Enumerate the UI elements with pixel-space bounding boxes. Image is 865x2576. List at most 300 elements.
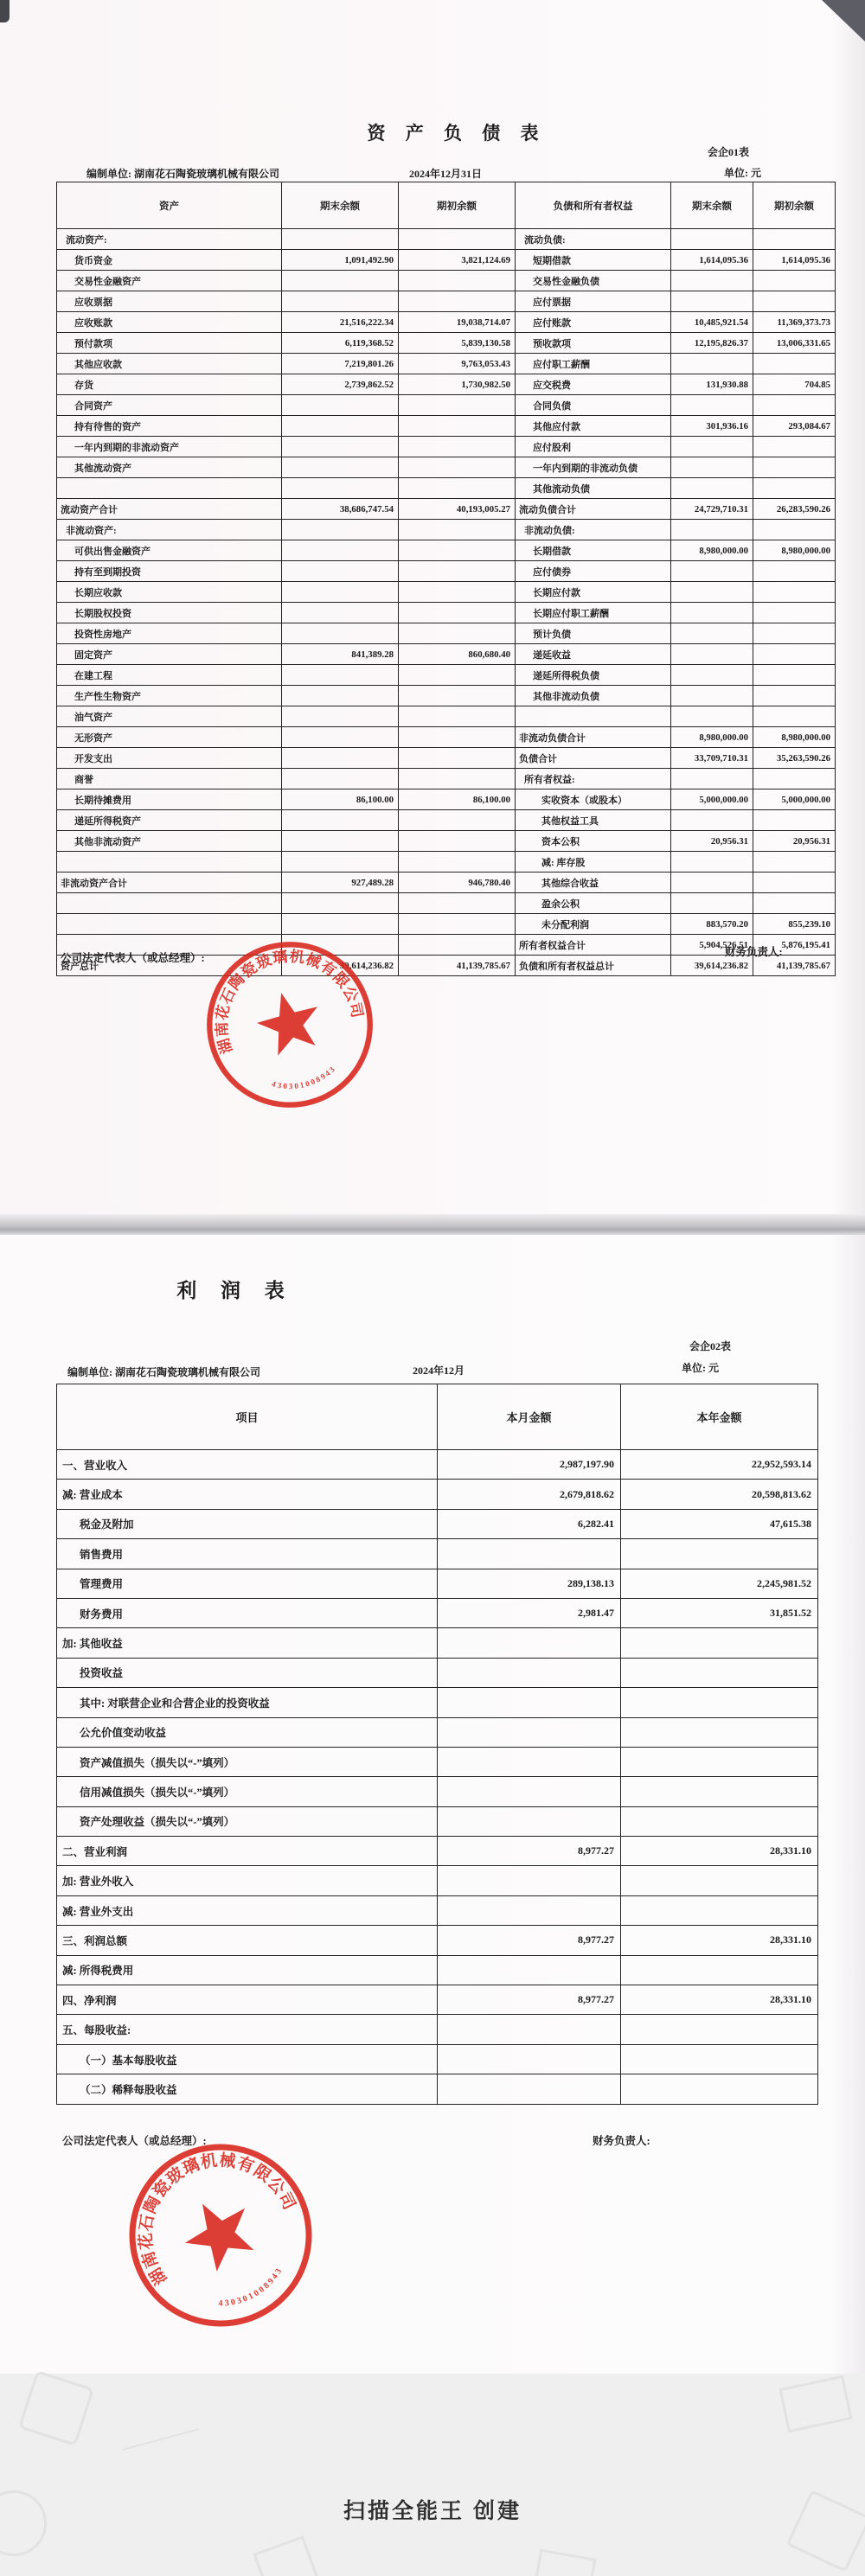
asset-label-cell: 持有至到期投资	[57, 561, 282, 582]
liability-beginning-amount-cell: 5,876,195.41	[753, 935, 836, 956]
income-row	[57, 1509, 818, 1538]
income-statement-form-code: 会企02表	[689, 1340, 732, 1352]
balance-row	[57, 873, 836, 893]
liability-label-cell: 交易性金融负债	[516, 271, 671, 291]
income-statement-table	[56, 1384, 818, 2105]
liability-label-cell: 未分配利润	[516, 914, 671, 935]
watermark-doodle-icon	[778, 2375, 852, 2433]
month-amount-cell	[438, 1777, 621, 1806]
asset-label-cell: 交易性金融资产	[57, 271, 282, 291]
liability-label-cell: 非流动负债合计	[516, 727, 671, 748]
balance-row	[57, 354, 836, 374]
asset-ending-amount-cell	[282, 665, 399, 686]
seal-registration-number: 430301008943	[271, 1064, 338, 1091]
year-amount-cell	[621, 1866, 818, 1895]
item-label-cell: 税金及附加	[57, 1509, 438, 1538]
asset-beginning-amount-cell: 9,763,053.43	[399, 354, 516, 374]
liability-ending-amount-cell: 301,936.16	[671, 416, 753, 437]
year-amount-cell	[621, 1747, 818, 1776]
income-row	[57, 1806, 818, 1836]
liability-beginning-amount-cell: 41,139,785.67	[753, 956, 836, 976]
asset-label-cell: 递延所得税资产	[57, 810, 282, 831]
balance-row	[57, 437, 836, 457]
balance-row	[57, 686, 836, 706]
balance-sheet-unit: 单位: 元	[724, 167, 761, 179]
balance-row	[57, 312, 836, 333]
asset-beginning-amount-cell	[399, 478, 516, 499]
asset-beginning-amount-cell	[399, 686, 516, 706]
balance-header-row	[57, 182, 836, 229]
liability-beginning-amount-cell	[753, 893, 836, 914]
item-label-cell: 加: 营业外收入	[57, 1866, 438, 1895]
month-amount-cell	[438, 1717, 621, 1747]
balance-row	[57, 727, 836, 748]
liability-beginning-amount-cell: 11,369,373.73	[753, 312, 836, 333]
asset-beginning-amount-cell: 860,680.40	[399, 644, 516, 665]
liability-beginning-amount-cell: 293,084.67	[753, 416, 836, 437]
asset-beginning-amount-cell	[399, 623, 516, 644]
asset-label-cell: 货币资金	[57, 250, 282, 271]
asset-ending-amount-cell	[282, 727, 399, 748]
item-label-cell: 一、营业收入	[57, 1450, 438, 1480]
balance-row	[57, 291, 836, 312]
balance-row	[57, 769, 836, 789]
balance-row	[57, 333, 836, 354]
asset-ending-amount-cell	[282, 748, 399, 769]
balance-sheet-date: 2024年12月31日	[408, 168, 483, 180]
liability-beginning-amount-cell: 855,239.10	[753, 914, 836, 935]
liability-beginning-amount-cell	[753, 706, 836, 727]
liability-beginning-amount-cell	[753, 603, 836, 623]
liability-label-cell: 短期借款	[516, 250, 671, 271]
balance-row	[57, 520, 836, 540]
liability-label-cell: 长期借款	[516, 540, 671, 561]
item-label-cell: 减: 营业成本	[57, 1480, 438, 1509]
asset-ending-amount-cell	[282, 810, 399, 831]
asset-beginning-amount-cell	[399, 561, 516, 582]
liability-label-cell: 负债和所有者权益总计	[516, 956, 671, 976]
liability-label-cell: 非流动负债:	[516, 520, 671, 540]
asset-ending-amount-cell	[282, 520, 399, 540]
liability-beginning-amount-cell	[753, 395, 836, 416]
liability-ending-amount-cell	[671, 291, 753, 312]
scan-artifact-top-right-corner	[822, 0, 865, 42]
liability-ending-amount-cell	[671, 520, 753, 540]
item-label-cell: 管理费用	[57, 1569, 438, 1598]
income-row	[57, 2044, 818, 2074]
asset-label-cell: 流动资产合计	[57, 499, 282, 520]
asset-beginning-amount-cell	[399, 416, 516, 437]
asset-beginning-amount-cell: 86,100.00	[399, 789, 516, 810]
liability-beginning-amount-cell: 1,614,095.36	[753, 250, 836, 271]
liability-ending-amount-cell	[671, 873, 753, 893]
month-amount-cell: 8,977.27	[438, 1837, 621, 1866]
liability-ending-amount-cell: 24,729,710.31	[671, 499, 753, 520]
balance-row	[57, 374, 836, 395]
asset-ending-amount-cell: 927,489.28	[282, 873, 399, 893]
liability-beginning-amount-cell	[753, 271, 836, 291]
balance-row	[57, 582, 836, 603]
balance-row	[57, 748, 836, 769]
liability-beginning-amount-cell: 26,283,590.26	[753, 499, 836, 520]
liability-label-cell: 合同负债	[516, 395, 671, 416]
liability-beginning-amount-cell	[753, 582, 836, 603]
liability-ending-amount-cell	[671, 603, 753, 623]
asset-ending-amount-cell: 7,219,801.26	[282, 354, 399, 374]
item-label-cell: 三、利润总额	[57, 1926, 438, 1955]
asset-label-cell: 其他应收款	[57, 354, 282, 374]
asset-beginning-amount-cell	[399, 748, 516, 769]
liability-ending-amount-cell	[671, 354, 753, 374]
year-amount-cell	[621, 1628, 818, 1658]
item-label-cell: 加: 其他收益	[57, 1628, 438, 1658]
asset-beginning-amount-cell	[399, 893, 516, 914]
balance-row	[57, 810, 836, 831]
liability-label-cell: 流动负债:	[516, 229, 671, 250]
liability-beginning-amount-cell	[753, 478, 836, 499]
asset-beginning-amount-cell	[399, 520, 516, 540]
liability-label-cell	[516, 706, 671, 727]
month-amount-cell: 8,977.27	[438, 1985, 621, 2015]
liability-ending-amount-cell	[671, 229, 753, 250]
month-amount-cell	[438, 1895, 621, 1925]
liability-label-cell: 所有者权益:	[516, 769, 671, 789]
income-statement-prepared-by: 编制单位: 湖南花石陶瓷玻璃机械有限公司	[67, 1366, 260, 1378]
asset-label-cell: 存货	[57, 374, 282, 395]
item-label-cell: 公允价值变动收益	[57, 1717, 438, 1747]
asset-label-cell: 在建工程	[57, 665, 282, 686]
asset-ending-amount-cell: 1,091,492.90	[282, 250, 399, 271]
asset-beginning-amount-cell: 40,193,005.27	[399, 499, 516, 520]
balance-row	[57, 561, 836, 582]
year-amount-cell	[621, 1895, 818, 1925]
month-amount-cell: 2,981.47	[438, 1598, 621, 1627]
legal-representative-label: 公司法定代表人（或总经理）:	[62, 2135, 207, 2147]
asset-ending-amount-cell	[282, 769, 399, 789]
income-row	[57, 1777, 818, 1806]
year-amount-cell: 20,598,813.62	[621, 1480, 818, 1509]
income-row	[57, 1598, 818, 1627]
watermark-doodle-icon	[534, 2549, 597, 2576]
watermark-doodle-icon	[0, 2490, 47, 2556]
month-amount-cell	[438, 1955, 621, 1985]
asset-label-cell	[57, 478, 282, 499]
asset-ending-amount-cell	[282, 831, 399, 852]
income-row	[57, 1450, 818, 1480]
liability-beginning-amount-cell: 5,000,000.00	[753, 789, 836, 810]
month-amount-cell	[438, 1658, 621, 1687]
year-amount-cell	[621, 1688, 818, 1717]
asset-beginning-amount-cell: 5,839,130.58	[399, 333, 516, 354]
asset-beginning-amount-cell	[399, 914, 516, 935]
asset-label-cell: 流动资产:	[57, 229, 282, 250]
liability-beginning-amount-cell	[753, 852, 836, 873]
balance-row	[57, 623, 836, 644]
year-amount-cell: 31,851.52	[621, 1598, 818, 1627]
watermark-doodle-icon	[253, 2535, 319, 2576]
liability-ending-amount-cell: 883,570.20	[671, 914, 753, 935]
liability-beginning-amount-cell: 13,006,331.65	[753, 333, 836, 354]
liability-ending-amount-cell	[671, 437, 753, 457]
liability-ending-amount-cell	[671, 623, 753, 644]
balance-row	[57, 706, 836, 727]
liability-label-cell: 递延收益	[516, 644, 671, 665]
balance-row	[57, 665, 836, 686]
liability-beginning-amount-cell	[753, 623, 836, 644]
asset-label-cell	[57, 914, 282, 935]
watermark-doodle-icon	[786, 2490, 865, 2573]
liability-label-cell: 资本公积	[516, 831, 671, 852]
income-statement-title: 利 润 表	[176, 1280, 294, 1301]
asset-beginning-amount-cell	[399, 229, 516, 250]
asset-ending-amount-cell	[282, 291, 399, 312]
seal-company-name: 湖南花石陶瓷玻璃机械有限公司	[137, 2151, 299, 2288]
liability-label-cell: 其他权益工具	[516, 810, 671, 831]
month-amount-cell	[438, 1539, 621, 1569]
liability-beginning-amount-cell	[753, 437, 836, 457]
item-label-cell: 其中: 对联营企业和合营企业的投资收益	[57, 1688, 438, 1717]
year-amount-cell	[621, 1717, 818, 1747]
asset-label-cell: 合同资产	[57, 395, 282, 416]
asset-beginning-amount-cell	[399, 727, 516, 748]
asset-ending-amount-cell	[282, 893, 399, 914]
asset-ending-amount-cell: 86,100.00	[282, 789, 399, 810]
liability-beginning-amount-cell	[753, 810, 836, 831]
year-amount-cell: 28,331.10	[621, 1837, 818, 1866]
asset-beginning-amount-cell	[399, 437, 516, 457]
watermark-doodle-icon	[18, 2370, 94, 2446]
income-row	[57, 1926, 818, 1955]
month-amount-cell	[438, 2044, 621, 2074]
year-amount-cell	[621, 1539, 818, 1569]
liability-ending-amount-cell: 10,485,921.54	[671, 312, 753, 333]
watermark-doodle-icon	[122, 2428, 199, 2451]
legal-representative-label: 公司法定代表人（或总经理）:	[61, 952, 205, 964]
liability-beginning-amount-cell	[753, 520, 836, 540]
liability-label-cell: 减: 库存股	[516, 852, 671, 873]
liability-label-cell: 流动负债合计	[516, 499, 671, 520]
asset-beginning-amount-cell	[399, 706, 516, 727]
liability-ending-amount-cell	[671, 810, 753, 831]
liability-ending-amount-cell	[671, 644, 753, 665]
income-row	[57, 1747, 818, 1776]
liability-label-cell: 应付账款	[516, 312, 671, 333]
income-row	[57, 1866, 818, 1895]
year-amount-cell	[621, 2015, 818, 2044]
column-header-item: 项目	[57, 1384, 438, 1450]
column-header-liabilities-equity: 负债和所有者权益	[516, 182, 671, 229]
liability-ending-amount-cell	[671, 706, 753, 727]
liability-beginning-amount-cell	[753, 354, 836, 374]
column-header-assets: 资产	[57, 182, 282, 229]
asset-beginning-amount-cell	[399, 603, 516, 623]
income-row	[57, 2015, 818, 2044]
finance-manager-label: 财务负责人:	[593, 2135, 650, 2147]
asset-ending-amount-cell: 2,739,862.52	[282, 374, 399, 395]
year-amount-cell	[621, 1777, 818, 1806]
month-amount-cell: 2,679,818.62	[438, 1480, 621, 1509]
liability-ending-amount-cell: 8,980,000.00	[671, 540, 753, 561]
month-amount-cell	[438, 1747, 621, 1776]
item-label-cell: 资产处理收益（损失以“-”填列）	[57, 1806, 438, 1836]
asset-beginning-amount-cell	[399, 810, 516, 831]
column-header-ending-balance: 期末余额	[671, 182, 753, 229]
asset-label-cell: 持有待售的资产	[57, 416, 282, 437]
liability-ending-amount-cell: 5,904,526.51	[671, 935, 753, 956]
asset-ending-amount-cell	[282, 540, 399, 561]
balance-row	[57, 250, 836, 271]
income-row	[57, 1717, 818, 1747]
income-row	[57, 1569, 818, 1598]
liability-label-cell: 应付债券	[516, 561, 671, 582]
asset-ending-amount-cell	[282, 706, 399, 727]
liability-label-cell: 所有者权益合计	[516, 935, 671, 956]
asset-label-cell: 长期应收款	[57, 582, 282, 603]
asset-label-cell: 应收票据	[57, 291, 282, 312]
income-row	[57, 1628, 818, 1658]
liability-ending-amount-cell	[671, 561, 753, 582]
liability-beginning-amount-cell: 35,263,590.26	[753, 748, 836, 769]
asset-ending-amount-cell	[282, 582, 399, 603]
balance-row	[57, 914, 836, 935]
asset-ending-amount-cell	[282, 229, 399, 250]
balance-row	[57, 457, 836, 478]
month-amount-cell	[438, 1866, 621, 1895]
month-amount-cell	[438, 2074, 621, 2104]
month-amount-cell: 2,987,197.90	[438, 1450, 621, 1480]
liability-ending-amount-cell	[671, 395, 753, 416]
balance-sheet-form-code: 会企01表	[708, 146, 750, 158]
scanner-footer-band	[0, 2374, 865, 2576]
liability-label-cell: 其他流动负债	[516, 478, 671, 499]
item-label-cell: （一）基本每股收益	[57, 2044, 438, 2074]
income-row	[57, 2074, 818, 2104]
liability-ending-amount-cell	[671, 769, 753, 789]
liability-label-cell: 应交税费	[516, 374, 671, 395]
balance-row	[57, 499, 836, 520]
liability-ending-amount-cell: 12,195,826.37	[671, 333, 753, 354]
liability-ending-amount-cell	[671, 457, 753, 478]
asset-label-cell: 应收账款	[57, 312, 282, 333]
liability-ending-amount-cell: 5,000,000.00	[671, 789, 753, 810]
liability-beginning-amount-cell	[753, 644, 836, 665]
income-row	[57, 1539, 818, 1569]
item-label-cell: 减: 营业外支出	[57, 1895, 438, 1925]
year-amount-cell: 28,331.10	[621, 1985, 818, 2015]
liability-label-cell: 应付股利	[516, 437, 671, 457]
column-header-year-amount: 本年金额	[621, 1384, 818, 1450]
liability-label-cell: 递延所得税负债	[516, 665, 671, 686]
asset-beginning-amount-cell	[399, 831, 516, 852]
liability-ending-amount-cell	[671, 686, 753, 706]
asset-ending-amount-cell	[282, 457, 399, 478]
liability-beginning-amount-cell	[753, 686, 836, 706]
seal-registration-number: 430301008943	[218, 2265, 285, 2309]
liability-beginning-amount-cell: 8,980,000.00	[753, 727, 836, 748]
liability-label-cell: 负债合计	[516, 748, 671, 769]
item-label-cell: 五、每股收益:	[57, 2015, 438, 2044]
balance-row	[57, 271, 836, 291]
balance-sheet-table	[56, 182, 836, 976]
asset-beginning-amount-cell	[399, 582, 516, 603]
liability-label-cell: 预计负债	[516, 623, 671, 644]
income-statement-date: 2024年12月	[413, 1365, 465, 1377]
balance-row	[57, 540, 836, 561]
liability-ending-amount-cell	[671, 893, 753, 914]
balance-row	[57, 789, 836, 810]
asset-beginning-amount-cell: 946,780.40	[399, 873, 516, 893]
year-amount-cell: 2,245,981.52	[621, 1569, 818, 1598]
liability-label-cell: 应付票据	[516, 291, 671, 312]
liability-ending-amount-cell	[671, 665, 753, 686]
asset-label-cell: 无形资产	[57, 727, 282, 748]
item-label-cell: 二、营业利润	[57, 1837, 438, 1866]
asset-label-cell: 固定资产	[57, 644, 282, 665]
income-header-row	[57, 1384, 818, 1450]
asset-ending-amount-cell	[282, 395, 399, 416]
asset-label-cell: 非流动资产合计	[57, 873, 282, 893]
asset-beginning-amount-cell	[399, 395, 516, 416]
asset-ending-amount-cell: 6,119,368.52	[282, 333, 399, 354]
liability-label-cell: 其他应付款	[516, 416, 671, 437]
income-row	[57, 1837, 818, 1866]
asset-label-cell: 生产性生物资产	[57, 686, 282, 706]
balance-sheet-title: 资 产 负 债 表	[367, 123, 547, 144]
asset-beginning-amount-cell: 1,730,982.50	[399, 374, 516, 395]
asset-ending-amount-cell	[282, 623, 399, 644]
liability-beginning-amount-cell: 704.85	[753, 374, 836, 395]
year-amount-cell: 47,615.38	[621, 1509, 818, 1538]
year-amount-cell	[621, 2074, 818, 2104]
asset-ending-amount-cell	[282, 686, 399, 706]
asset-ending-amount-cell	[282, 852, 399, 873]
item-label-cell: 财务费用	[57, 1598, 438, 1627]
asset-ending-amount-cell	[282, 603, 399, 623]
liability-beginning-amount-cell	[753, 873, 836, 893]
balance-row	[57, 644, 836, 665]
balance-sheet-prepared-by: 编制单位: 湖南花石陶瓷玻璃机械有限公司	[86, 168, 279, 180]
asset-label-cell: 商誉	[57, 769, 282, 789]
liability-label-cell: 其他非流动负债	[516, 686, 671, 706]
item-label-cell: 减: 所得税费用	[57, 1955, 438, 1985]
liability-ending-amount-cell	[671, 582, 753, 603]
asset-ending-amount-cell: 21,516,222.34	[282, 312, 399, 333]
liability-label-cell: 一年内到期的非流动负债	[516, 457, 671, 478]
liability-beginning-amount-cell: 20,956.31	[753, 831, 836, 852]
scan-artifact-top-left	[0, 0, 10, 22]
asset-label-cell	[57, 893, 282, 914]
liability-label-cell: 长期应付职工薪酬	[516, 603, 671, 623]
income-row	[57, 1955, 818, 1985]
asset-ending-amount-cell	[282, 561, 399, 582]
asset-beginning-amount-cell	[399, 457, 516, 478]
asset-label-cell: 开发支出	[57, 748, 282, 769]
asset-label-cell: 其他非流动资产	[57, 831, 282, 852]
asset-ending-amount-cell: 39,614,236.82	[282, 956, 399, 976]
year-amount-cell	[621, 1658, 818, 1687]
liability-ending-amount-cell: 20,956.31	[671, 831, 753, 852]
liability-ending-amount-cell	[671, 852, 753, 873]
asset-ending-amount-cell	[282, 478, 399, 499]
liability-ending-amount-cell: 131,930.88	[671, 374, 753, 395]
asset-ending-amount-cell	[282, 271, 399, 291]
asset-beginning-amount-cell	[399, 665, 516, 686]
year-amount-cell: 22,952,593.14	[621, 1450, 818, 1480]
asset-beginning-amount-cell: 3,821,124.69	[399, 250, 516, 271]
year-amount-cell	[621, 1955, 818, 1985]
month-amount-cell: 6,282.41	[438, 1509, 621, 1538]
column-header-ending-balance: 期末余额	[282, 182, 399, 229]
